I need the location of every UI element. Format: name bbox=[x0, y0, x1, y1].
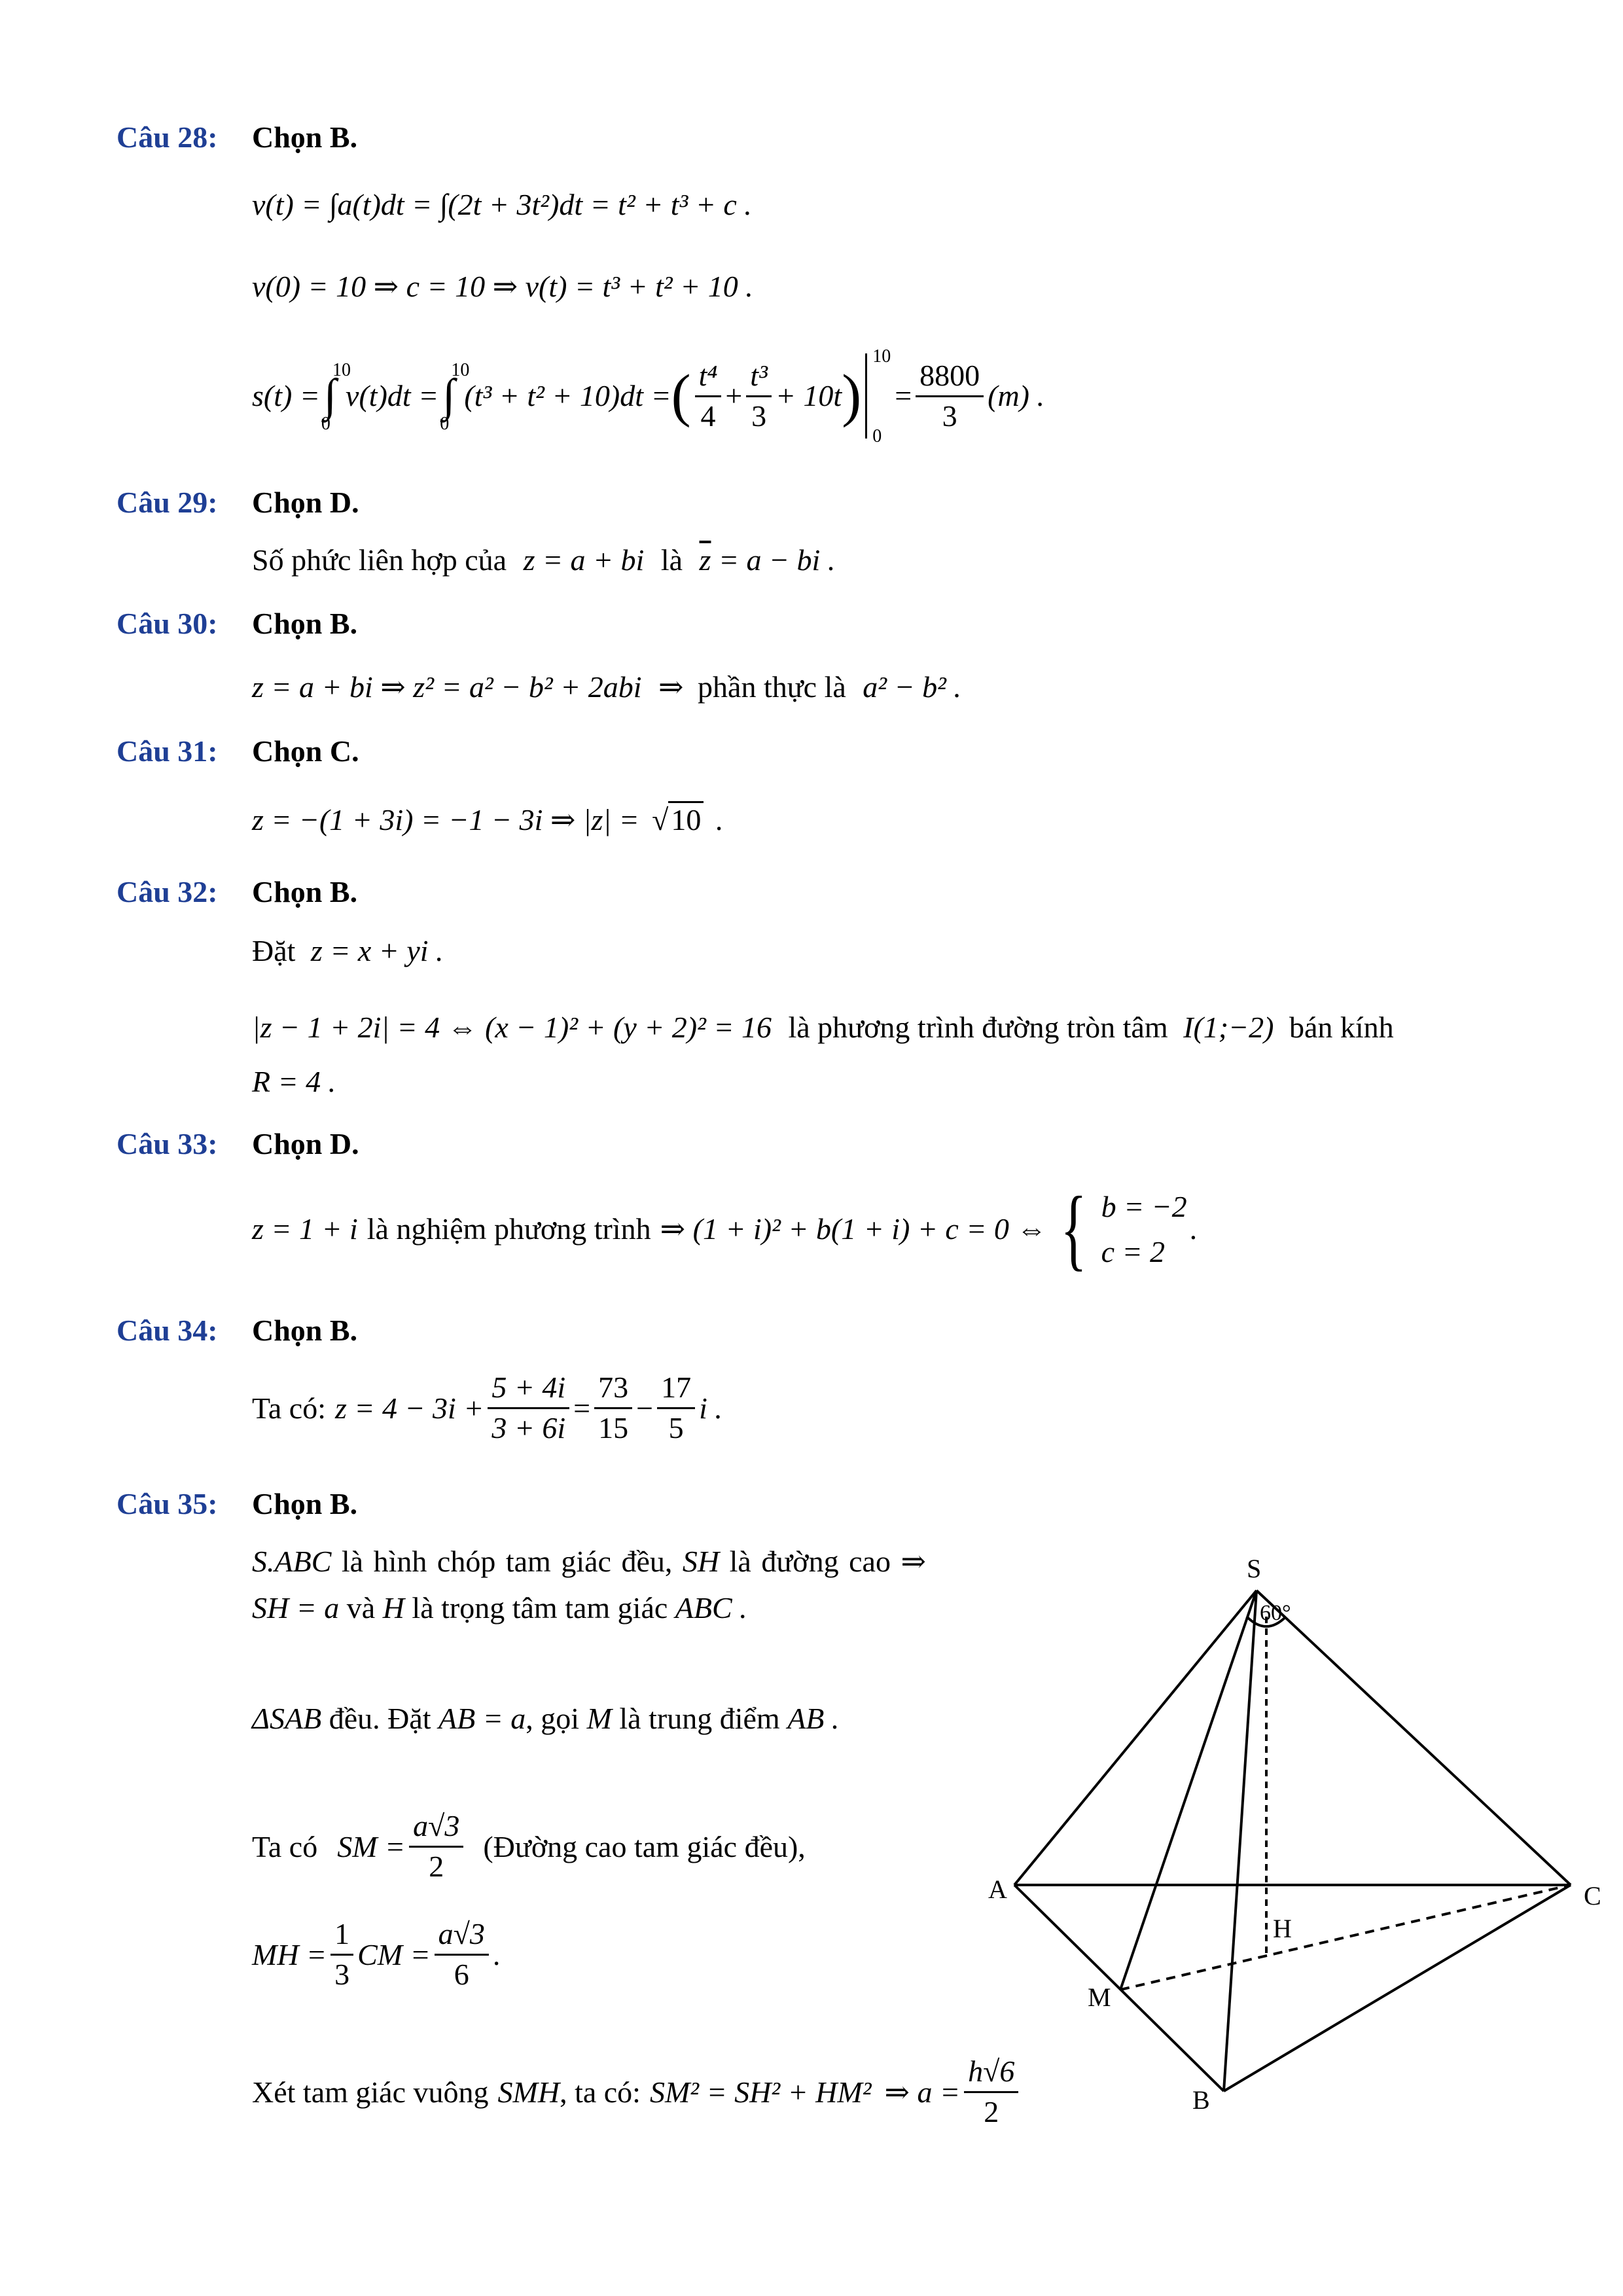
edge-SA bbox=[1014, 1590, 1257, 1885]
q34-end: i . bbox=[699, 1391, 722, 1425]
q35-frac-third: $\frac{1}{3}$ bbox=[330, 1918, 353, 1991]
q35-frac-mh: $\frac{a√3}{6}$ bbox=[435, 1918, 489, 1991]
q28-integral-2: ∫ 10 0 bbox=[440, 360, 470, 435]
q32-choice: Chọn B. bbox=[252, 875, 358, 908]
edge-AB bbox=[1014, 1885, 1224, 2091]
q34-frac-1: $\frac{5 + 4i}{3 + 6i}$ bbox=[488, 1371, 569, 1444]
label-S: S bbox=[1247, 1554, 1262, 1583]
q33-expr1: z = 1 + i bbox=[252, 1212, 358, 1246]
q34-line bbox=[252, 1371, 722, 1444]
q31-line bbox=[252, 802, 722, 838]
q28-tail: + 10t bbox=[775, 379, 842, 413]
q35-para-5: Xét tam giác vuông SMH , ta có: SM² = SH² + HM² ⇒ a = $\frac{h√6}{2}$ bbox=[252, 2055, 1022, 2128]
q30-label: Câu 30: bbox=[116, 607, 218, 640]
q34-frac-2: $\frac{73}{15}$ bbox=[594, 1371, 632, 1444]
q28-paren-close: ) bbox=[842, 363, 862, 428]
q30-line bbox=[252, 669, 961, 705]
q29-line bbox=[252, 542, 835, 578]
q28-label: Câu 28: bbox=[116, 120, 218, 154]
q28-frac-t4: $\frac{\text{t⁴}}{4}$ bbox=[695, 359, 722, 433]
label-B: B bbox=[1192, 2085, 1210, 2115]
q32-line3: R = 4 . bbox=[252, 1065, 336, 1098]
angle-arc bbox=[1247, 1617, 1286, 1626]
q29-expr2: = a − bi . bbox=[718, 543, 836, 577]
q28-line2: v(0) = 10 ⇒ c = 10 ⇒ v(t) = t³ + t² + 10 . bbox=[252, 270, 753, 303]
q28-eq: = bbox=[895, 379, 912, 413]
q33-label: Câu 33: bbox=[116, 1127, 218, 1160]
q34-frac-3: $\frac{17}{5}$ bbox=[657, 1371, 695, 1444]
edge-MC bbox=[1120, 1885, 1571, 1990]
label-M: M bbox=[1088, 1982, 1111, 2012]
q28-s-lhs: s(t) = bbox=[252, 379, 320, 413]
q35-frac-a: $\frac{h√6}{2}$ bbox=[964, 2055, 1018, 2128]
q32-line2 bbox=[252, 1009, 1394, 1045]
q28-plus: + bbox=[725, 379, 743, 413]
q29-label: Câu 29: bbox=[116, 486, 218, 519]
q29-expr1: z = a + bi bbox=[523, 543, 645, 577]
q31-expr: z = −(1 + 3i) = −1 − 3i ⇒ |z| = bbox=[252, 803, 639, 836]
q28-choice: Chọn B. bbox=[252, 120, 358, 154]
edge-SB bbox=[1224, 1590, 1257, 2091]
q32-line2-expr: |z − 1 + 2i| = 4 ⇔ (x − 1)² + (y + 2)² = 16 bbox=[252, 1011, 772, 1044]
q28-unit: (m) . bbox=[988, 379, 1044, 413]
q35-para-2: ΔSAB đều. Đặt AB = a, gọi M là trung điểm AB . bbox=[252, 1702, 840, 1735]
q33-expr2: ⇒ (1 + i)² + b(1 + i) + c = 0 ⇔ bbox=[660, 1212, 1047, 1246]
q30-result: a² − b² . bbox=[863, 670, 961, 704]
q33-text: là nghiệm phương trình bbox=[366, 1212, 651, 1246]
label-angle: 60° bbox=[1260, 1601, 1291, 1625]
q28-s-int1: v(t)dt = bbox=[346, 379, 439, 413]
q32-label: Câu 32: bbox=[116, 875, 218, 908]
q35-frac-sm: $\frac{a√3}{2}$ bbox=[409, 1810, 463, 1883]
q35-label: Câu 35: bbox=[116, 1487, 218, 1520]
q33-sys1: b = −2 bbox=[1101, 1189, 1187, 1223]
q31-sqrt-val: 10 bbox=[668, 801, 704, 836]
q32-line2-text: là phương trình đường tròn tâm bbox=[788, 1011, 1168, 1044]
q29-zbar: $\overline{z}$ bbox=[699, 543, 711, 577]
q35-para-1: S.ABC là hình chóp tam giác đều, SH là đường cao ⇒ SH = a và H là trọng tâm tam giác ABC . bbox=[252, 1545, 927, 1625]
q32-line1-expr: z = x + yi . bbox=[310, 934, 444, 967]
q32-line1-text: Đặt bbox=[252, 934, 296, 967]
label-H: H bbox=[1273, 1914, 1292, 1943]
q33-line bbox=[252, 1178, 1198, 1280]
q32-line2-tail: bán kính bbox=[1289, 1011, 1394, 1044]
q31-sqrt-sym: √ bbox=[652, 803, 669, 836]
q34-text: Ta có: bbox=[252, 1391, 327, 1425]
q31-label: Câu 31: bbox=[116, 734, 218, 768]
q28-frac-t3: $\frac{\text{t³}}{3}$ bbox=[746, 359, 772, 433]
q28-eval-bar: 10 0 bbox=[865, 353, 867, 439]
q31-end: . bbox=[715, 803, 723, 836]
q28-line1: v(t) = ∫a(t)dt = ∫(2t + 3t²)dt = t² + t³ + c . bbox=[252, 188, 752, 221]
q33-sys2: c = 2 bbox=[1101, 1235, 1166, 1268]
q35-choice: Chọn B. bbox=[252, 1487, 358, 1520]
q30-text: phần thực là bbox=[698, 670, 846, 704]
edge-BC bbox=[1224, 1885, 1571, 2091]
q33-choice: Chọn D. bbox=[252, 1127, 359, 1160]
q33-end: . bbox=[1189, 1212, 1198, 1246]
q35-para-4: MH = $\frac{1}{3}$ CM = $\frac{a√3}{6}$ . bbox=[252, 1917, 501, 1991]
label-A: A bbox=[988, 1874, 1007, 1904]
q30-choice: Chọn B. bbox=[252, 607, 358, 640]
q30-expr: z = a + bi ⇒ z² = a² − b² + 2abi bbox=[252, 670, 642, 704]
q29-text-b: là bbox=[660, 543, 683, 577]
q28-integral-1: ∫ 10 0 bbox=[321, 360, 351, 435]
q28-frac-result: $\frac{8800}{3}$ bbox=[916, 359, 984, 433]
q34-eq: = bbox=[573, 1391, 591, 1425]
q28-paren-open: ( bbox=[671, 363, 691, 428]
edge-SM bbox=[1120, 1590, 1257, 1990]
q29-text-a: Số phức liên hợp của bbox=[252, 543, 507, 577]
edge-SC bbox=[1257, 1590, 1571, 1885]
q34-label: Câu 34: bbox=[116, 1314, 218, 1347]
q30-arrow: ⇒ bbox=[658, 670, 684, 704]
q31-choice: Chọn C. bbox=[252, 734, 359, 768]
q34-choice: Chọn B. bbox=[252, 1314, 358, 1347]
label-C: C bbox=[1584, 1881, 1601, 1910]
q32-line1 bbox=[252, 933, 444, 969]
q28-line3 bbox=[252, 346, 1044, 447]
q34-expr: z = 4 − 3i + bbox=[335, 1391, 484, 1425]
q28-s-int2: (t³ + t² + 10)dt = bbox=[464, 379, 671, 413]
q35-para-3: Ta có SM = $\frac{a√3}{2}$ (Đường cao tam giác đều), bbox=[252, 1809, 806, 1883]
q32-line2-center: I(1;−2) bbox=[1183, 1011, 1274, 1044]
q29-choice: Chọn D. bbox=[252, 486, 359, 519]
q34-minus: − bbox=[636, 1391, 654, 1425]
q33-system: { b = −2 c = 2 bbox=[1060, 1178, 1187, 1280]
